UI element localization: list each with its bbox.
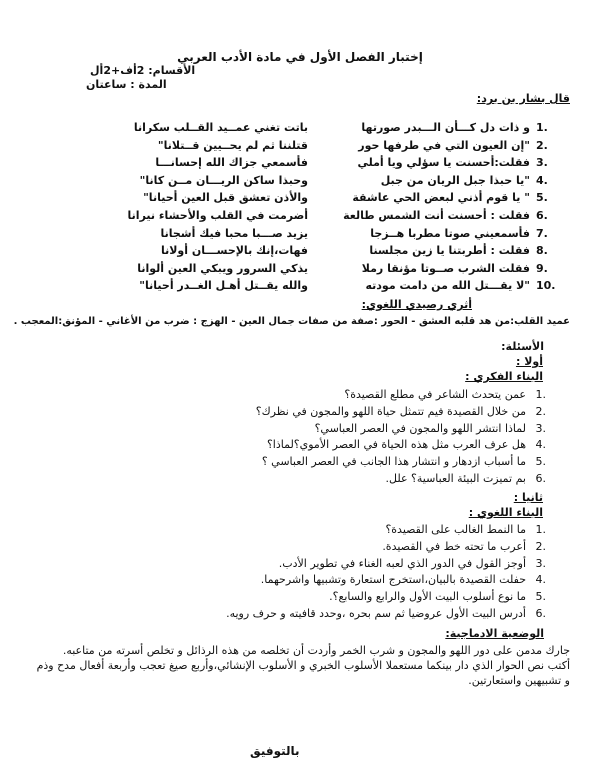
verse-number: 7. (536, 227, 548, 240)
question-text: ما النمط الغالب على القصيدة؟ (385, 523, 526, 536)
questions-heading: الأسئلة: (501, 340, 544, 353)
verse-number: 5. (536, 191, 548, 204)
verse-second-hemistich: فأسمعي جزاك الله إحسانـــا (155, 156, 308, 169)
question-number: 2. (535, 540, 546, 553)
verse-second-hemistich: والله يقــتل أهـل الغــدر أحيانا" (139, 279, 308, 292)
question-text: لماذا انتشر اللهو والمجون في العصر العباسي؟ (314, 422, 526, 435)
question-number: 3. (535, 422, 546, 435)
question-number: 1. (535, 523, 546, 536)
question-number: 5. (535, 590, 546, 603)
question-number: 6. (535, 472, 546, 485)
verse-number: 8. (536, 244, 548, 257)
verse-second-hemistich: وحبذا ساكن الريـــان مــن كانا" (139, 174, 308, 187)
verse-number: 1. (536, 121, 548, 134)
question-number: 5. (535, 455, 546, 468)
verse-first-hemistich: فقلت الشرب صــوتا مؤنقا رملا (361, 262, 530, 275)
exam-title: إختبار الفصل الأول في مادة الأدب العربي (177, 50, 423, 64)
question-text: أعرب ما تحته خط في القصيدة. (382, 540, 526, 553)
question-text: من خلال القصيدة فيم تتمثل حياة اللهو والمجون في نظرك؟ (255, 405, 526, 418)
verse-number: 10. (536, 279, 556, 292)
verse-second-hemistich: فهات،إنك بالإحســـان أولانا (160, 244, 308, 257)
verse-first-hemistich: "يا حبذا جبل الريان من جبل (380, 174, 530, 187)
classes-label: الأقسام: 2أف+2أل (90, 64, 196, 77)
question-number: 6. (535, 607, 546, 620)
verse-first-hemistich: فأسمعيني صوتا مطربا هــزجا (370, 227, 530, 240)
question-text: بم تميزت البيئة العباسية؟ علل. (385, 472, 526, 485)
situation-line-3: و تشبيهين واستعارتين. (468, 674, 570, 687)
situation-line-2: أكتب نص الحوار الذي دار بينكما مستعملا الأسلوب الخبري و الأسلوب الإنشائي،وأربع صيغ تعجب وأربعة أفعال مدح وذم (36, 659, 570, 672)
verse-number: 3. (536, 156, 548, 169)
situation-heading: الوضعية الادماجية: (445, 627, 544, 640)
verse-second-hemistich: قتلننا ثم لم يحــيين قــتلانا" (157, 139, 308, 152)
part1-title: البناء الفكري : (465, 370, 543, 383)
part1-label: أولا : (515, 355, 543, 368)
verse-first-hemistich: "إن العيون التي في طرفها حور (358, 139, 530, 152)
poem-intro: قال بشار بن برد: (476, 92, 570, 105)
question-text: ما نوع أسلوب البيت الأول والرابع والسابع؟. (329, 590, 526, 603)
question-number: 4. (535, 438, 546, 451)
verse-first-hemistich: فقلت:أحسنت يا سؤلي ويا أملي (357, 156, 530, 169)
verse-second-hemistich: يزيد صـــبا محبا فيك أشجانا (160, 227, 308, 240)
verse-second-hemistich: أضرمت في القلب والأحشاء نيرانا (127, 209, 308, 222)
question-text: ما أسباب ازدهار و انتشار هذا الجانب في العصر العباسي ؟ (261, 455, 526, 468)
question-text: هل عرف العرب مثل هذه الحياة في العصر الأموي؟لماذا؟ (266, 438, 526, 451)
part2-label: ثانيا : (513, 491, 543, 504)
verse-number: 4. (536, 174, 548, 187)
verse-number: 2. (536, 139, 548, 152)
question-number: 1. (535, 388, 546, 401)
part2-title: البناء اللغوي : (468, 506, 543, 519)
vocab-heading: أثري رصيدي اللغوي: (361, 298, 472, 311)
duration-label: المدة : ساعتان (86, 78, 167, 91)
verse-first-hemistich: " يا قوم أذني لبعض الحي عاشقة (352, 191, 530, 204)
verse-second-hemistich: يذكي السرور ويبكي العين ألوانا (137, 262, 308, 275)
question-number: 2. (535, 405, 546, 418)
question-text: عمن يتحدث الشاعر في مطلع القصيدة؟ (344, 388, 526, 401)
question-number: 3. (535, 557, 546, 570)
verse-first-hemistich: فقلت : أحسنت أنت الشمس طالعة (343, 209, 530, 222)
question-text: أدرس البيت الأول عروضيا ثم سم بحره ،وحدد قافيته و حرف رويه. (226, 607, 526, 620)
verse-number: 6. (536, 209, 548, 222)
question-text: حفلت القصيدة بالبيان،استخرج استعارة وتشبيها واشرحهما. (260, 573, 526, 586)
question-number: 4. (535, 573, 546, 586)
verse-second-hemistich: باتت تغني عمــيد القــلب سكرانا (133, 121, 308, 134)
verse-second-hemistich: والأذن تعشق قبل العين أحيانا" (143, 191, 308, 204)
question-text: أوجز القول في الدور الذي لعبه الغناء في تطوير الأدب. (278, 557, 526, 570)
verse-first-hemistich: فقلت : أطربتنا يا زين مجلسنا (369, 244, 530, 257)
closing-wish: بالتوفيق (250, 744, 300, 758)
verse-first-hemistich: و ذات دل كـــأن الـــبدر صورتها (361, 121, 530, 134)
vocab-line: عميد القلب:من هد قلبه العشق - الحور :صفة من صفات جمال العين - الهزج : ضرب من الأغاني - المؤنق:المعجب . (13, 316, 570, 327)
situation-line-1: جارك مدمن على دور اللهو والمجون و شرب الخمر وأردت أن تخلصه من هذه الرذائل و تخلص أسرته من متاعبه. (62, 644, 570, 657)
verse-number: 9. (536, 262, 548, 275)
verse-first-hemistich: "لا يقـــتل الله من دامت مودته (365, 279, 530, 292)
